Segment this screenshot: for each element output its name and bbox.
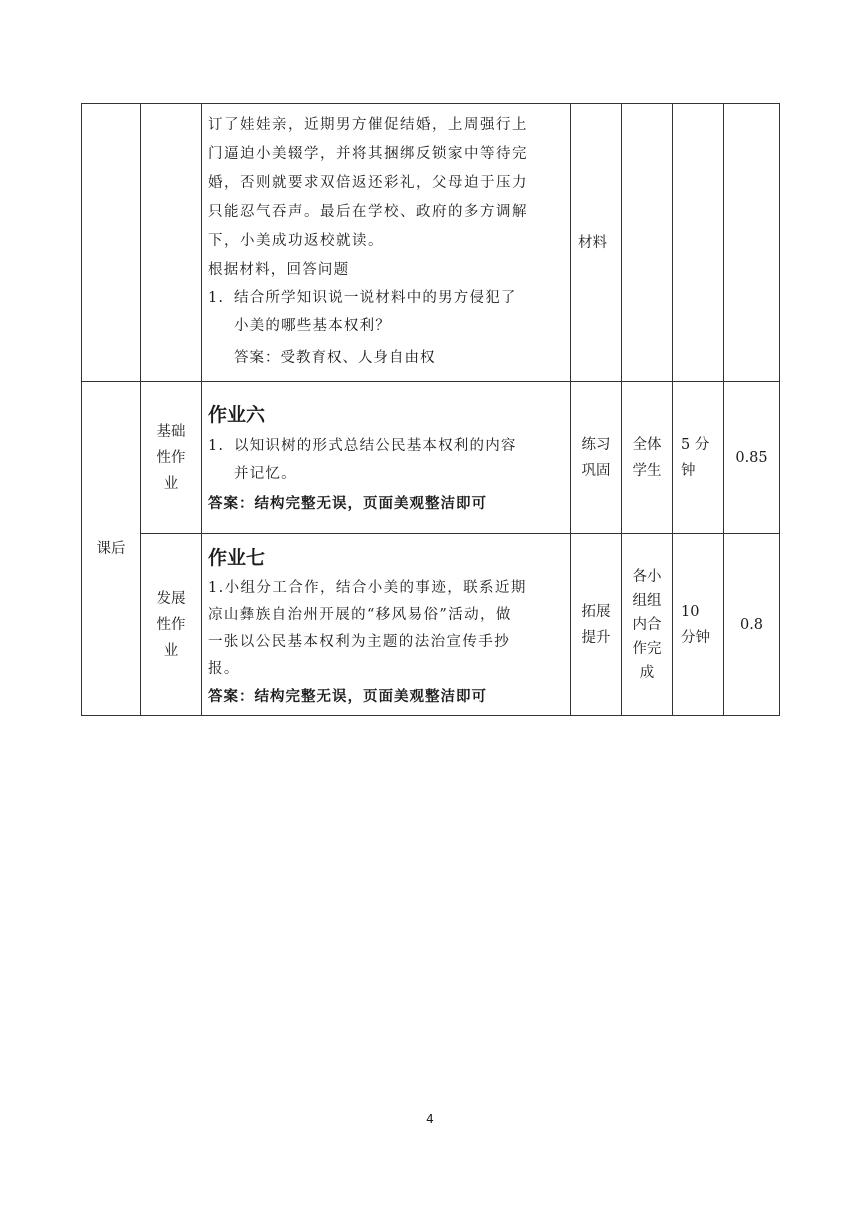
question-text: 以知识树的形式总结公民基本权利的内容 (234, 437, 517, 454)
time-line: 10 (681, 603, 700, 620)
purpose-line: 巩固 (581, 462, 611, 479)
question-line: 报。 (208, 660, 240, 677)
purpose-line: 练习 (581, 436, 611, 453)
story-line: 订了娃娃亲，近期男方催促结婚，上周强行上 (208, 116, 528, 133)
develop-target (622, 534, 673, 716)
type-label-line: 发展 (156, 590, 186, 607)
question-number: 1. (208, 289, 225, 306)
story-paragraph (208, 110, 564, 256)
time-line: 5 分 (681, 436, 710, 453)
basic-question (208, 432, 564, 460)
develop-time (673, 534, 724, 716)
develop-value: 0.8 (724, 534, 780, 716)
purpose-line: 提升 (581, 629, 611, 646)
story-line: 门逼迫小美辍学，并将其捆绑反锁家中等待完 (208, 145, 528, 162)
story-target-empty (622, 104, 673, 382)
basic-answer: 答案：结构完整无误，页面美观整洁即可 (208, 494, 487, 512)
target-line: 内合 (632, 616, 662, 633)
develop-type-label (141, 534, 202, 716)
story-line: 婚，否则就要求双倍返还彩礼，父母迫于压力 (208, 174, 528, 191)
question-text: 结合所学知识说一说材料中的男方侵犯了 (234, 289, 517, 306)
question-line: 凉山彝族自治州开展的“移风易俗”活动，做 (208, 606, 512, 623)
type-label-line: 性作 (156, 449, 186, 466)
basic-purpose (571, 382, 622, 534)
type-label-line: 业 (163, 475, 179, 492)
question-line: 1.小组分工合作，结合小美的事迹，联系近期 (208, 579, 527, 596)
basic-homework-row (82, 382, 780, 534)
develop-question (208, 575, 564, 683)
target-line: 组组 (632, 592, 662, 609)
type-cell-empty (141, 104, 202, 382)
purpose-line: 拓展 (581, 603, 611, 620)
target-line: 各小 (632, 568, 662, 585)
target-line: 成 (639, 664, 655, 681)
story-row (82, 104, 780, 382)
story-question-cont: 小美的哪些基本权利？ (234, 317, 391, 334)
basic-time (673, 382, 724, 534)
type-label-line: 基础 (156, 423, 186, 440)
homework-title: 作业六 (208, 403, 266, 426)
basic-question-cont: 并记忆。 (234, 465, 297, 482)
target-line: 作完 (632, 640, 662, 657)
develop-homework-content (202, 534, 571, 716)
story-line: 下，小美成功返校就读。 (208, 232, 384, 249)
stage-cell-empty (82, 104, 141, 382)
homework-table (81, 103, 780, 716)
develop-purpose (571, 534, 622, 716)
story-time-empty (673, 104, 724, 382)
homework-title: 作业七 (208, 546, 266, 569)
develop-answer: 答案：结构完整无误，页面美观整洁即可 (208, 687, 487, 705)
question-line: 一张以公民基本权利为主题的法治宣传手抄 (208, 633, 511, 650)
type-label-line: 性作 (156, 616, 186, 633)
target-line: 全体 (632, 436, 662, 453)
story-purpose: 材料 (571, 104, 622, 382)
story-content (202, 104, 571, 382)
story-value-empty (724, 104, 780, 382)
story-answer: 答案：受教育权、人身自由权 (234, 349, 436, 366)
story-prompt: 根据材料，回答问题 (208, 261, 350, 278)
time-line: 钟 (681, 462, 696, 479)
page-number: 4 (426, 1112, 434, 1126)
question-number: 1. (208, 437, 225, 454)
time-line: 分钟 (681, 629, 710, 646)
basic-homework-content (202, 382, 571, 534)
develop-homework-row (82, 534, 780, 716)
story-question (208, 284, 564, 312)
basic-value: 0.85 (724, 382, 780, 534)
story-line: 只能忍气吞声。最后在学校、政府的多方调解 (208, 203, 528, 220)
stage-label: 课后 (82, 382, 141, 716)
type-label-line: 业 (163, 642, 179, 659)
basic-target (622, 382, 673, 534)
basic-type-label (141, 382, 202, 534)
target-line: 学生 (632, 462, 662, 479)
